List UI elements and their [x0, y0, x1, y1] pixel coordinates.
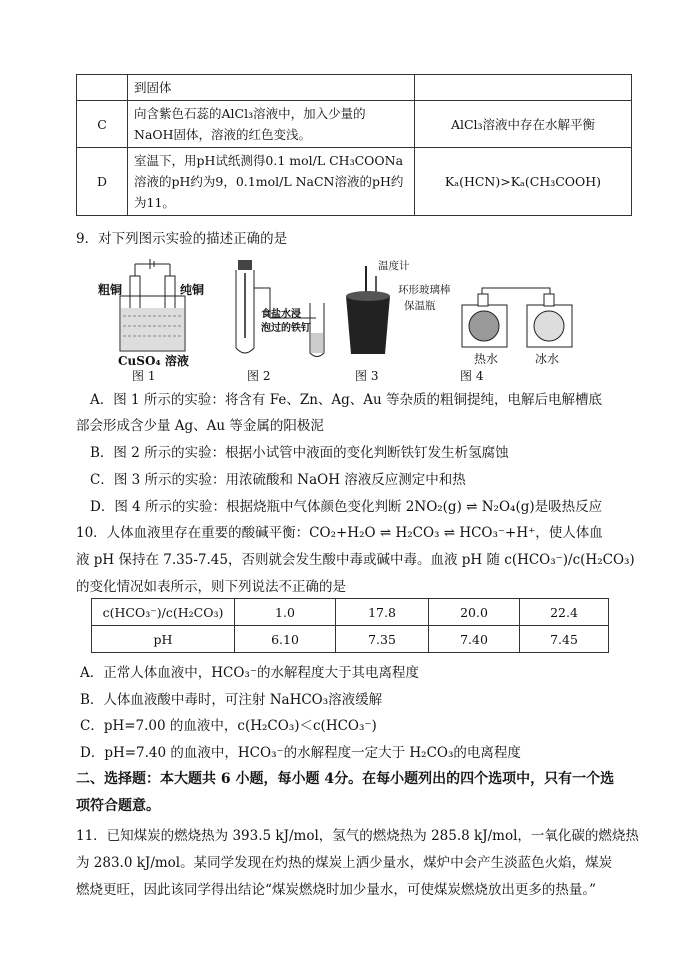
q10-stem-1: 10．人体血液里存在重要的酸碱平衡：CO₂+H₂O ⇌ H₂CO₃ ⇌ HCO₃⁻+H⁺，使人体血: [76, 525, 603, 541]
table-cell: c(HCO₃⁻)/c(H₂CO₃): [92, 599, 235, 626]
q10-option-b: B．人体血液酸中毒时，可注射 NaHCO₃溶液缓解: [80, 692, 383, 708]
cell-line: 为11。: [134, 195, 175, 210]
fig1-caption: 图 1: [132, 369, 156, 383]
q10-stem-2: 液 pH 保持在 7.35-7.45，否则就会发生酸中毒或碱中毒。血液 pH 随 c(HCO₃⁻)/c(H₂CO₃): [76, 552, 635, 568]
table-cell: 17.8: [336, 599, 429, 626]
table-cell: 20.0: [429, 599, 520, 626]
table-cell: 7.45: [520, 626, 609, 653]
cell-line: NaOH固体，溶液的红色变浅。: [134, 127, 312, 142]
fig4-equilibrium-diagram: [460, 280, 575, 350]
fig1-left-label: 粗铜: [98, 283, 123, 297]
q10-option-c: C．pH=7.00 的血液中，c(H₂CO₃)＜c(HCO₃⁻): [80, 718, 377, 734]
table-cell: [415, 75, 632, 101]
fig2-caption: 图 2: [247, 369, 271, 383]
table-row: [92, 626, 609, 653]
table-cell: 到固体: [128, 75, 415, 101]
table-cell: D: [77, 148, 128, 216]
fig1-bottom-label: CuSO₄ 溶液: [118, 354, 189, 368]
table-cell: [77, 75, 128, 101]
q9-option-d: D．图 4 所示的实验：根据烧瓶中气体颜色变化判断 2NO₂(g) ⇌ N₂O₄(g)是吸热反应: [90, 499, 603, 515]
table-cell: [128, 148, 415, 216]
section-heading-cont: 项符合题意。: [76, 798, 160, 814]
fig2-label-2: 泡过的铁钉: [261, 323, 311, 334]
q10-option-a: A．正常人体血液中，HCO₃⁻的水解程度大于其电离程度: [80, 665, 419, 681]
fig4-caption: 图 4: [460, 369, 484, 383]
table-row: [77, 75, 632, 101]
section-heading: 二、选择题：本大题共 6 小题，每小题 4分。在每小题列出的四个选项中，只有一个选: [76, 771, 615, 787]
q11-line-2: 为 283.0 kJ/mol。某同学发现在灼热的煤炭上洒少量水，煤炉中会产生淡蓝色火焰，煤炭: [76, 855, 613, 871]
q9-stem: 9．对下列图示实验的描述正确的是: [76, 231, 288, 247]
table-cell: 6.10: [235, 626, 336, 653]
table-cell: 7.40: [429, 626, 520, 653]
fig3-flask-label: 保温瓶: [404, 300, 436, 312]
table-row: [77, 101, 632, 148]
table-cell: 1.0: [235, 599, 336, 626]
table-cell: 22.4: [520, 599, 609, 626]
table-cell: pH: [92, 626, 235, 653]
q9-option-a: A．图 1 所示的实验：将含有 Fe、Zn、Ag、Au 等杂质的粗铜提纯，电解后电解槽底: [90, 392, 603, 408]
table-row: [77, 148, 632, 216]
fig3-stirrer-label: 环形玻璃棒: [398, 284, 451, 296]
q9-option-c: C．图 3 所示的实验：用浓硫酸和 NaOH 溶液反应测定中和热: [90, 472, 466, 488]
table-cell: [128, 101, 415, 148]
cell-line: 溶液的pH约为9，0.1mol/L NaCN溶液的pH约: [134, 174, 404, 189]
q10-option-d: D．pH=7.40 的血液中，HCO₃⁻的水解程度一定大于 H₂CO₃的电离程度: [80, 745, 521, 761]
table-row: [92, 599, 609, 626]
table-cell: AlCl₃溶液中存在水解平衡: [415, 101, 632, 148]
q11-line-3: 燃烧更旺，因此该同学得出结论“煤炭燃烧时加少量水，可使煤炭燃烧放出更多的热量。”: [76, 882, 597, 898]
q9-option-a-cont: 部会形成含少量 Ag、Au 等金属的阳极泥: [76, 418, 324, 434]
cell-line: 室温下，用pH试纸测得0.1 mol/L CH₃COONa: [134, 153, 404, 168]
q10-stem-3: 的变化情况如表所示，则下列说法不正确的是: [76, 579, 346, 595]
fig3-thermometer-label: 温度计: [378, 260, 410, 272]
fig3-caption: 图 3: [355, 369, 379, 383]
cell-line: 向含紫色石蕊的AlCl₃溶液中，加入少量的: [134, 106, 366, 121]
table-cell: 7.35: [336, 626, 429, 653]
table-cell: Kₐ(HCN)>Kₐ(CH₃COOH): [415, 148, 632, 216]
q9-option-b: B．图 2 所示的实验：根据小试管中液面的变化判断铁钉发生析氢腐蚀: [90, 445, 509, 461]
options-table: [76, 74, 632, 216]
q11-line-1: 11．已知煤炭的燃烧热为 393.5 kJ/mol，氢气的燃烧热为 285.8 kJ/mol，一氧化碳的燃烧热: [76, 828, 639, 844]
ph-ratio-table: [91, 598, 609, 653]
table-cell: C: [77, 101, 128, 148]
fig4-hot-water-label: 热水: [474, 352, 499, 366]
fig1-right-label: 纯铜: [180, 283, 205, 297]
fig4-ice-water-label: 冰水: [535, 352, 560, 366]
fig2-label-1: 食盐水浸: [261, 309, 301, 320]
